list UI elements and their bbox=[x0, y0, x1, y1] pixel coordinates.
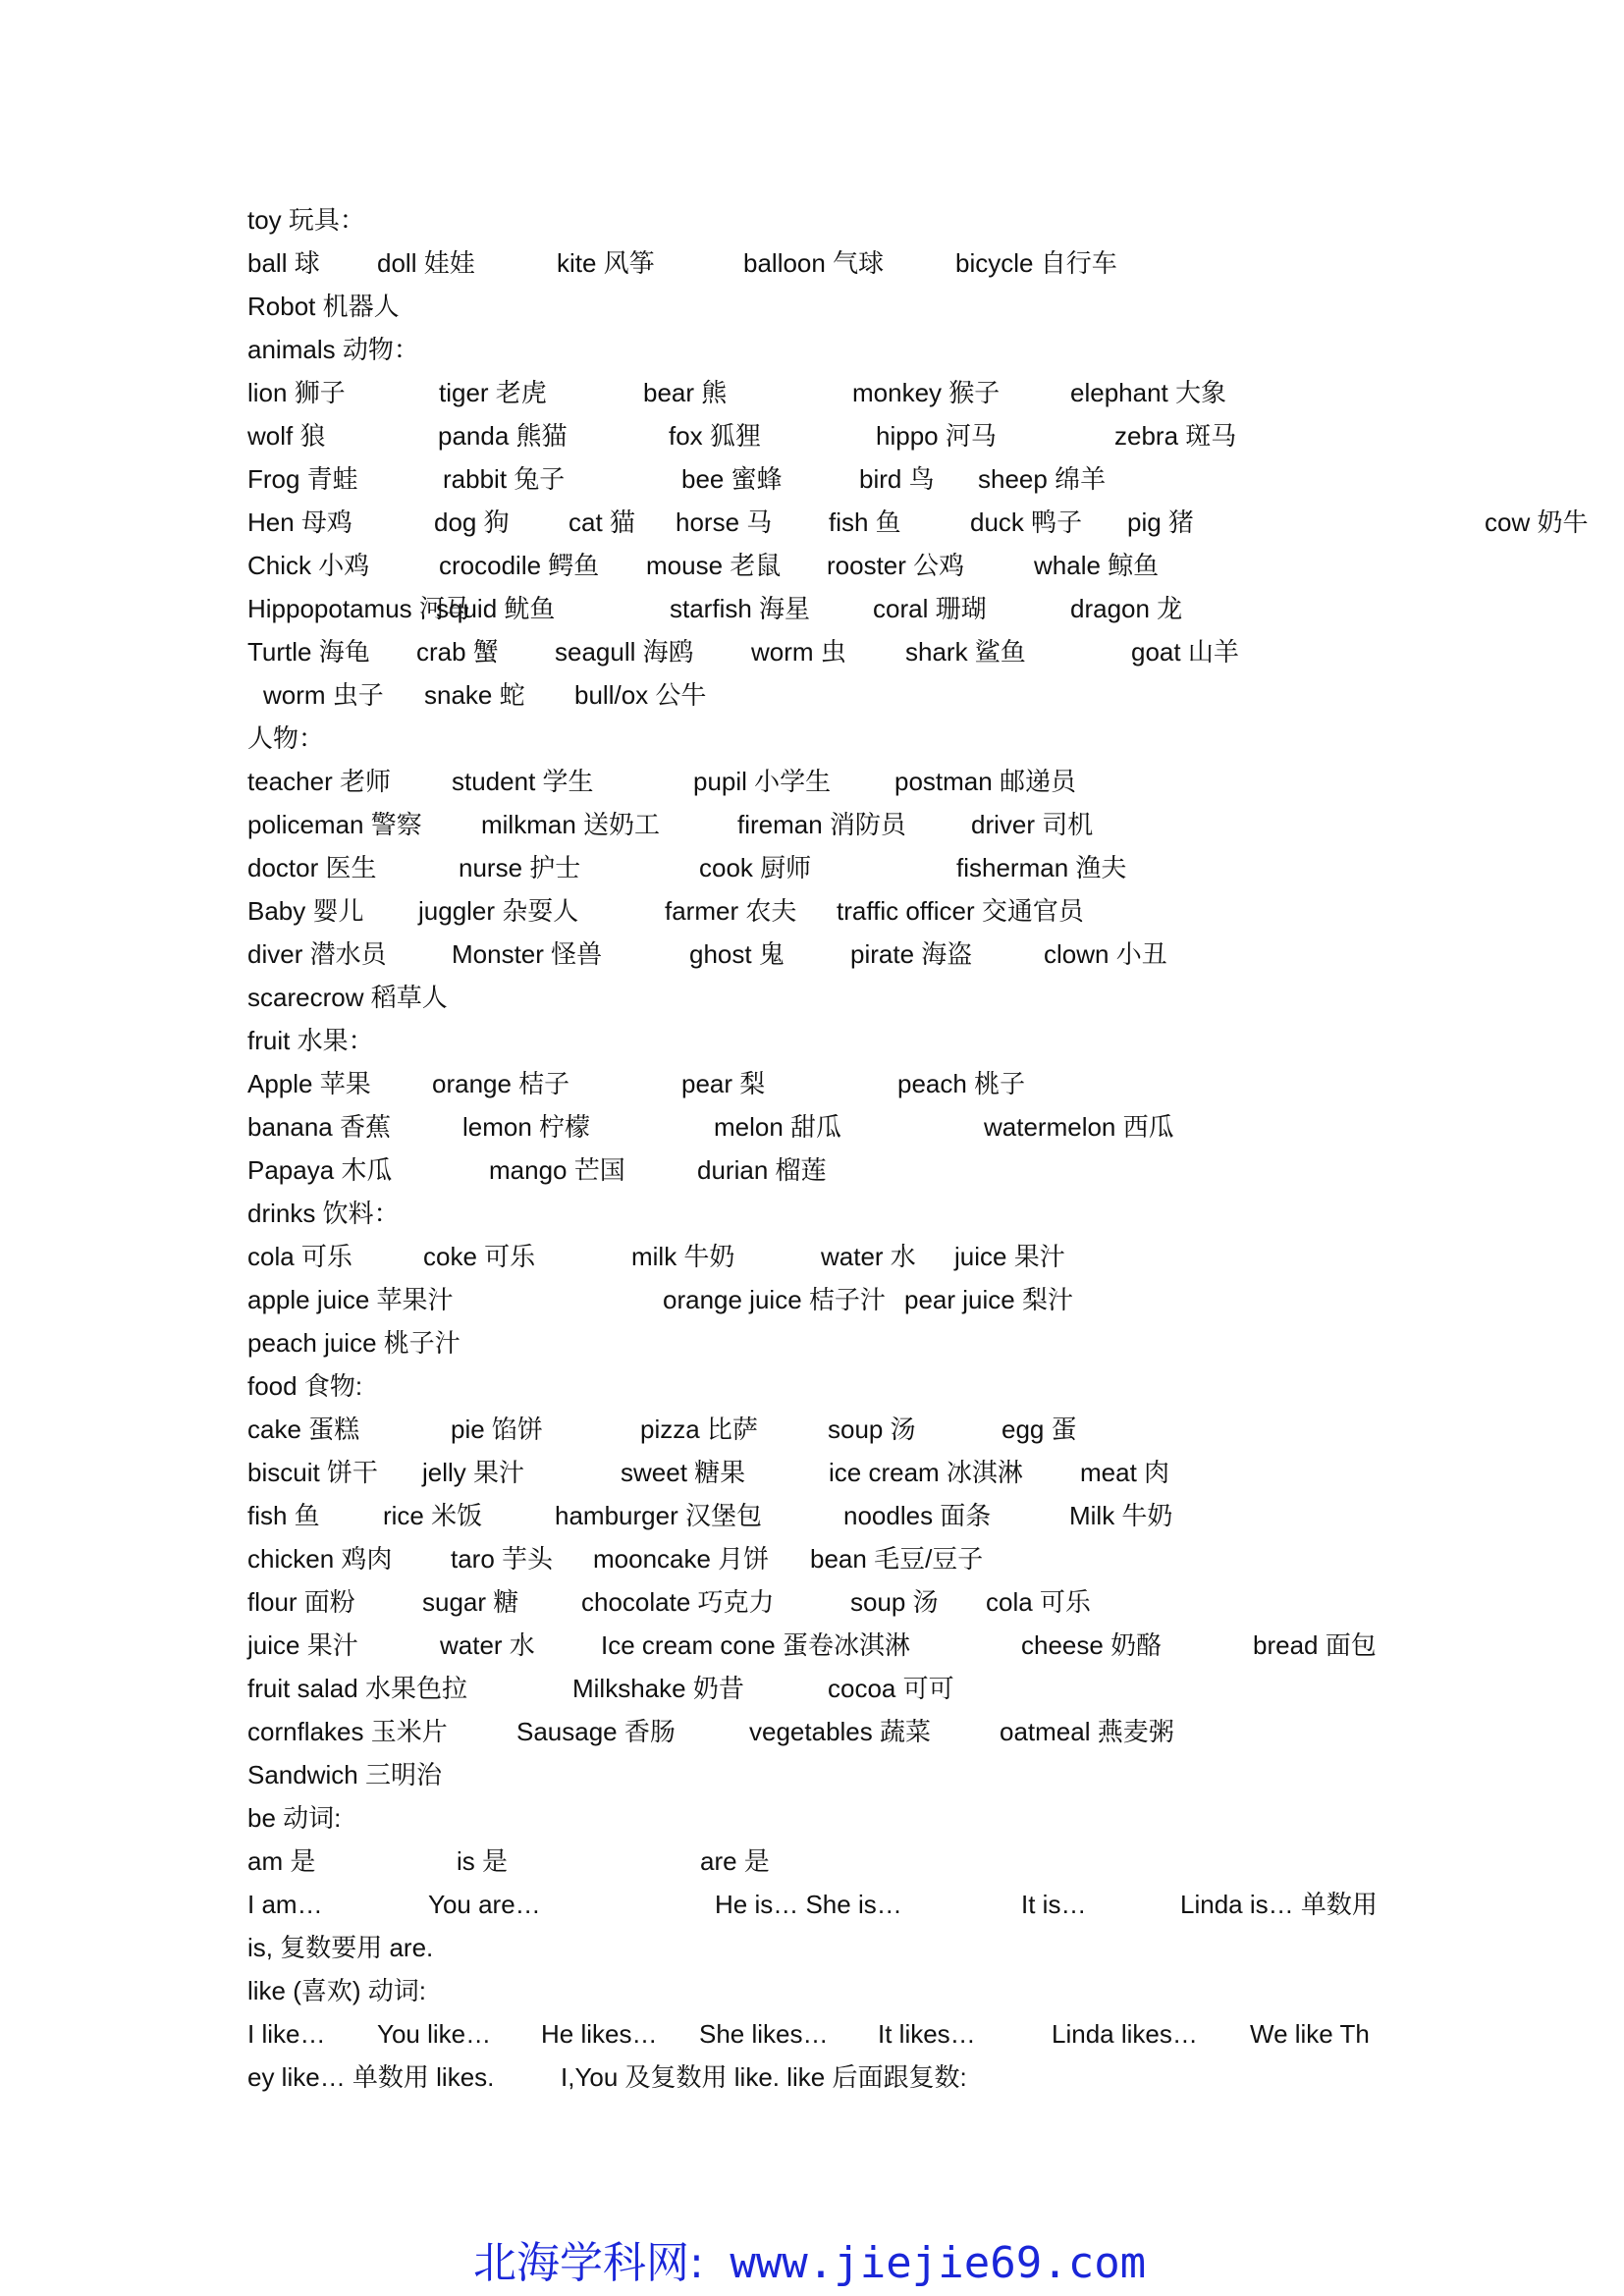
vocab-entry: chicken 鸡肉 bbox=[247, 1544, 393, 1574]
vocab-entry: food 食物: bbox=[247, 1371, 363, 1401]
vocab-entry: juice 果汁 bbox=[247, 1630, 358, 1660]
vocab-entry: rabbit 兔子 bbox=[443, 464, 566, 494]
vocab-entry: cola 可乐 bbox=[986, 1587, 1091, 1617]
vocab-entry: doctor 医生 bbox=[247, 853, 377, 882]
vocab-entry: tiger 老虎 bbox=[439, 378, 547, 407]
vocab-entry: bicycle 自行车 bbox=[955, 248, 1117, 278]
vocab-entry: rice 米饭 bbox=[383, 1501, 483, 1530]
vocab-entry: Apple 苹果 bbox=[247, 1069, 371, 1098]
vocab-entry: are 是 bbox=[700, 1846, 770, 1876]
vocab-entry: rooster 公鸡 bbox=[827, 551, 965, 580]
vocab-entry: bull/ox 公牛 bbox=[574, 680, 707, 710]
vocab-entry: Linda likes… bbox=[1052, 2019, 1198, 2049]
vocab-entry: I am… bbox=[247, 1890, 323, 1919]
vocab-entry: I like… bbox=[247, 2019, 326, 2049]
vocab-entry: cheese 奶酪 bbox=[1021, 1630, 1163, 1660]
vocab-entry: mango 芒国 bbox=[489, 1155, 625, 1185]
vocab-entry: dragon 龙 bbox=[1070, 594, 1183, 623]
vocab-entry: seagull 海鸥 bbox=[555, 637, 694, 667]
vocab-entry: meat 肉 bbox=[1080, 1458, 1170, 1487]
vocab-entry: panda 熊猫 bbox=[438, 421, 568, 451]
vocab-entry: duck 鸭子 bbox=[970, 507, 1083, 537]
vocab-entry: drinks 饮料： bbox=[247, 1199, 400, 1228]
vocab-entry: Milkshake 奶昔 bbox=[572, 1674, 744, 1703]
vocab-entry: hippo 河马 bbox=[876, 421, 997, 451]
vocab-entry: mooncake 月饼 bbox=[593, 1544, 770, 1574]
vocab-entry: crocodile 鳄鱼 bbox=[439, 551, 600, 580]
vocab-entry: biscuit 饼干 bbox=[247, 1458, 378, 1487]
vocab-entry: clown 小丑 bbox=[1044, 939, 1167, 969]
vocab-entry: We like Th bbox=[1250, 2019, 1370, 2049]
vocab-entry: It likes… bbox=[878, 2019, 976, 2049]
vocab-entry: bee 蜜蜂 bbox=[681, 464, 783, 494]
vocab-entry: fish 鱼 bbox=[829, 507, 901, 537]
vocab-entry: Monster 怪兽 bbox=[452, 939, 603, 969]
vocab-entry: bread 面包 bbox=[1253, 1630, 1377, 1660]
vocab-entry: zebra 斑马 bbox=[1114, 421, 1237, 451]
vocab-entry: wolf 狼 bbox=[247, 421, 326, 451]
vocab-entry: I,You 及复数用 like. like 后面跟复数: bbox=[561, 2062, 967, 2092]
vocab-entry: student 学生 bbox=[452, 767, 594, 796]
vocab-entry: ice cream 冰淇淋 bbox=[829, 1458, 1023, 1487]
vocab-entry: chocolate 巧克力 bbox=[581, 1587, 775, 1617]
vocab-entry: am 是 bbox=[247, 1846, 316, 1876]
footer-watermark bbox=[473, 2236, 1146, 2291]
vocab-entry: Linda is… 单数用 bbox=[1180, 1890, 1378, 1919]
vocab-entry: dog 狗 bbox=[434, 507, 510, 537]
vocab-entry: sugar 糖 bbox=[422, 1587, 519, 1617]
vocab-entry: cook 厨师 bbox=[699, 853, 812, 882]
vocab-entry: like (喜欢) 动词: bbox=[247, 1976, 427, 2005]
vocab-entry: squid 鱿鱼 bbox=[436, 594, 556, 623]
vocab-entry: apple juice 苹果汁 bbox=[247, 1285, 454, 1314]
vocab-entry: cola 可乐 bbox=[247, 1242, 352, 1271]
vocab-entry: diver 潜水员 bbox=[247, 939, 387, 969]
vocab-entry: oatmeal 燕麦粥 bbox=[1000, 1717, 1174, 1746]
vocab-entry: sheep 绵羊 bbox=[978, 464, 1107, 494]
vocab-entry: pirate 海盗 bbox=[850, 939, 973, 969]
vocab-entry: is, 复数要用 are. bbox=[247, 1933, 434, 1962]
vocab-entry: orange juice 桔子汁 bbox=[663, 1285, 886, 1314]
vocab-entry: orange 桔子 bbox=[432, 1069, 570, 1098]
footer-site-name: 北海学科网: bbox=[473, 2238, 704, 2288]
vocab-entry: ball 球 bbox=[247, 248, 320, 278]
vocab-entry: fox 狐狸 bbox=[669, 421, 761, 451]
vocab-entry: vegetables 蔬菜 bbox=[749, 1717, 931, 1746]
vocab-entry: farmer 农夫 bbox=[665, 896, 797, 926]
vocab-entry: is 是 bbox=[457, 1846, 509, 1876]
vocab-entry: hamburger 汉堡包 bbox=[555, 1501, 762, 1530]
vocab-entry: traffic officer 交通官员 bbox=[837, 896, 1084, 926]
vocab-entry: melon 甜瓜 bbox=[714, 1112, 842, 1142]
vocab-entry: policeman 警察 bbox=[247, 810, 422, 839]
vocab-entry: peach 桃子 bbox=[897, 1069, 1026, 1098]
vocab-entry: pizza 比萨 bbox=[640, 1415, 758, 1444]
vocab-entry: milk 牛奶 bbox=[631, 1242, 735, 1271]
vocab-entry: Robot 机器人 bbox=[247, 292, 400, 321]
vocab-entry: monkey 猴子 bbox=[852, 378, 1001, 407]
vocab-entry: lemon 柠檬 bbox=[462, 1112, 591, 1142]
vocab-entry: Sandwich 三明治 bbox=[247, 1760, 442, 1789]
vocab-entry: pear 梨 bbox=[681, 1069, 766, 1098]
vocab-entry: pie 馅饼 bbox=[451, 1415, 543, 1444]
vocab-entry: bear 熊 bbox=[643, 378, 728, 407]
vocab-entry: whale 鲸鱼 bbox=[1034, 551, 1160, 580]
vocab-entry: jelly 果汁 bbox=[422, 1458, 525, 1487]
vocab-entry: nurse 护士 bbox=[459, 853, 581, 882]
vocab-entry: sweet 糖果 bbox=[621, 1458, 746, 1487]
vocab-entry: starfish 海星 bbox=[670, 594, 811, 623]
vocab-entry: cake 蛋糕 bbox=[247, 1415, 360, 1444]
vocab-entry: She likes… bbox=[699, 2019, 829, 2049]
vocab-entry: pupil 小学生 bbox=[693, 767, 832, 796]
vocab-entry: 人物： bbox=[247, 723, 325, 753]
vocab-entry: durian 榴莲 bbox=[697, 1155, 827, 1185]
vocab-entry: noodles 面条 bbox=[843, 1501, 992, 1530]
vocab-entry: postman 邮递员 bbox=[894, 767, 1076, 796]
vocab-entry: soup 汤 bbox=[828, 1415, 916, 1444]
vocab-entry: doll 娃娃 bbox=[377, 248, 475, 278]
vocab-entry: ghost 鬼 bbox=[689, 939, 785, 969]
vocab-entry: worm 虫 bbox=[751, 637, 846, 667]
vocab-entry: cat 猫 bbox=[568, 507, 635, 537]
vocab-entry: watermelon 西瓜 bbox=[984, 1112, 1174, 1142]
vocab-entry: juice 果汁 bbox=[954, 1242, 1065, 1271]
vocab-entry: taro 芋头 bbox=[451, 1544, 554, 1574]
vocab-entry: You like… bbox=[377, 2019, 492, 2049]
vocab-entry: fireman 消防员 bbox=[737, 810, 906, 839]
vocab-entry: Hippopotamus 河马 bbox=[247, 594, 470, 623]
vocab-entry: balloon 气球 bbox=[743, 248, 885, 278]
vocab-entry: Turtle 海龟 bbox=[247, 637, 370, 667]
vocab-entry: kite 风筝 bbox=[557, 248, 655, 278]
vocab-entry: toy 玩具： bbox=[247, 205, 365, 235]
vocab-entry: lion 狮子 bbox=[247, 378, 346, 407]
vocab-entry: teacher 老师 bbox=[247, 767, 391, 796]
vocab-entry: Chick 小鸡 bbox=[247, 551, 370, 580]
vocab-entry: goat 山羊 bbox=[1131, 637, 1239, 667]
vocab-entry: juggler 杂耍人 bbox=[418, 896, 579, 926]
vocab-entry: Frog 青蛙 bbox=[247, 464, 358, 494]
vocab-entry: crab 蟹 bbox=[416, 637, 499, 667]
vocab-entry: Milk 牛奶 bbox=[1069, 1501, 1173, 1530]
vocab-entry: milkman 送奶工 bbox=[481, 810, 661, 839]
vocab-entry: peach juice 桃子汁 bbox=[247, 1328, 460, 1358]
vocab-entry: ey like… 单数用 likes. bbox=[247, 2062, 495, 2092]
vocab-entry: pig 猪 bbox=[1127, 507, 1194, 537]
vocab-entry: Ice cream cone 蛋卷冰淇淋 bbox=[601, 1630, 910, 1660]
vocab-entry: soup 汤 bbox=[850, 1587, 939, 1617]
vocab-entry: coral 珊瑚 bbox=[873, 594, 987, 623]
vocab-entry: be 动词: bbox=[247, 1803, 342, 1833]
vocab-entry: driver 司机 bbox=[971, 810, 1094, 839]
vocab-entry: animals 动物： bbox=[247, 335, 419, 364]
footer-url: www.jiejie69.com bbox=[730, 2238, 1147, 2288]
vocab-entry: mouse 老鼠 bbox=[646, 551, 782, 580]
vocab-entry: horse 马 bbox=[676, 507, 773, 537]
vocab-entry: worm 虫子 bbox=[263, 680, 384, 710]
vocab-entry: coke 可乐 bbox=[423, 1242, 536, 1271]
vocab-entry: Hen 母鸡 bbox=[247, 507, 352, 537]
vocab-entry: He is… She is… bbox=[715, 1890, 902, 1919]
vocab-entry: fruit salad 水果色拉 bbox=[247, 1674, 467, 1703]
vocab-entry: elephant 大象 bbox=[1070, 378, 1226, 407]
vocab-entry: Baby 婴儿 bbox=[247, 896, 364, 926]
vocab-entry: fisherman 渔夫 bbox=[956, 853, 1127, 882]
vocab-entry: Sausage 香肠 bbox=[516, 1717, 676, 1746]
vocab-entry: cow 奶牛 bbox=[1485, 507, 1589, 537]
vocab-entry: egg 蛋 bbox=[1001, 1415, 1077, 1444]
vocab-entry: shark 鲨鱼 bbox=[905, 637, 1026, 667]
vocab-entry: Papaya 木瓜 bbox=[247, 1155, 393, 1185]
vocab-entry: snake 蛇 bbox=[424, 680, 525, 710]
vocab-entry: banana 香蕉 bbox=[247, 1112, 391, 1142]
vocab-entry: bird 鸟 bbox=[859, 464, 935, 494]
vocab-entry: pear juice 梨汁 bbox=[904, 1285, 1073, 1314]
vocab-entry: fish 鱼 bbox=[247, 1501, 320, 1530]
vocab-entry: He likes… bbox=[541, 2019, 658, 2049]
vocab-entry: water 水 bbox=[821, 1242, 916, 1271]
vocab-entry: bean 毛豆/豆子 bbox=[810, 1544, 984, 1574]
vocab-entry: flour 面粉 bbox=[247, 1587, 355, 1617]
vocab-entry: It is… bbox=[1021, 1890, 1087, 1919]
vocab-entry: cocoa 可可 bbox=[828, 1674, 954, 1703]
vocab-entry: fruit 水果： bbox=[247, 1026, 374, 1055]
vocab-entry: cornflakes 玉米片 bbox=[247, 1717, 448, 1746]
vocab-entry: scarecrow 稻草人 bbox=[247, 983, 448, 1012]
vocab-entry: water 水 bbox=[440, 1630, 535, 1660]
vocab-entry: You are… bbox=[428, 1890, 541, 1919]
